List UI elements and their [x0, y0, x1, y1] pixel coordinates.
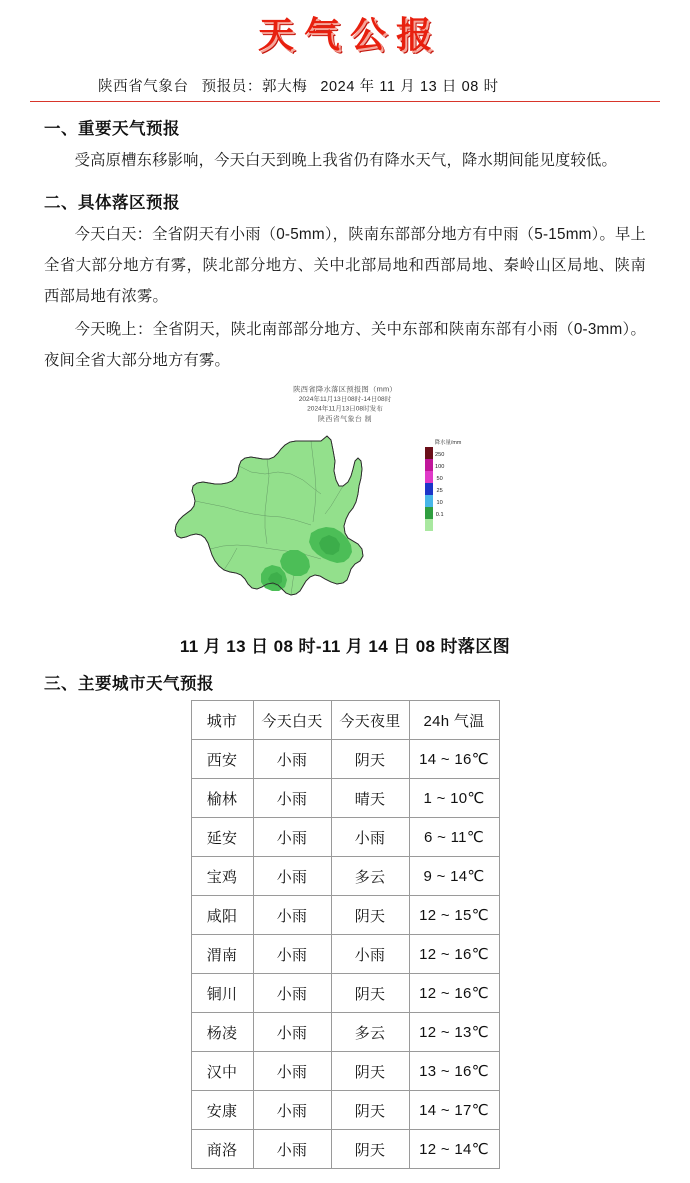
cell-temp: 14 ~ 17℃	[409, 1091, 499, 1130]
cell-day: 小雨	[253, 740, 331, 779]
forecast-table-body	[191, 701, 499, 1169]
col-header-night: 今天夜里	[331, 701, 409, 740]
cell-temp: 12 ~ 16℃	[409, 974, 499, 1013]
map-issue-time: 2024年11月13日08时发布	[307, 405, 383, 413]
table-row	[191, 818, 499, 857]
issuing-office: 陕西省气象台	[98, 79, 189, 95]
col-header-day: 今天白天	[253, 701, 331, 740]
map-stage	[115, 428, 575, 626]
shaanxi-province-map	[115, 428, 575, 626]
nighttime-forecast-paragraph: 今天晚上：全省阴天，陕北南部部分地方、关中东部和陕南东部有小雨（0-3mm）。夜间全省大部分地方有雾。	[44, 321, 646, 369]
byline-rule	[30, 75, 660, 102]
cell-day: 小雨	[253, 935, 331, 974]
document-body	[0, 115, 690, 1169]
table-row	[191, 740, 499, 779]
cell-night: 阴天	[331, 974, 409, 1013]
cell-night: 阴天	[331, 1052, 409, 1091]
map-legend	[425, 438, 471, 531]
cell-day: 小雨	[253, 857, 331, 896]
cell-city: 渭南	[191, 935, 253, 974]
cell-night: 阴天	[331, 1091, 409, 1130]
table-header-row	[191, 701, 499, 740]
legend-body	[425, 447, 471, 531]
cell-city: 延安	[191, 818, 253, 857]
city-forecast-table	[191, 700, 500, 1169]
cell-day: 小雨	[253, 974, 331, 1013]
cell-city: 汉中	[191, 1052, 253, 1091]
legend-tick: 25	[436, 488, 443, 494]
forecaster-name: 郭大梅	[262, 79, 308, 95]
col-header-city: 城市	[191, 701, 253, 740]
forecast-table-wrap	[44, 700, 646, 1169]
cell-night: 阴天	[331, 740, 409, 779]
cell-temp: 1 ~ 10℃	[409, 779, 499, 818]
legend-tick: 10	[436, 500, 443, 506]
precipitation-map-figure	[44, 384, 646, 657]
cell-day: 小雨	[253, 1130, 331, 1169]
daytime-forecast-paragraph: 今天白天：全省阴天有小雨（0-5mm），陕南东部部分地方有中雨（5-15mm）。早上全省大部分地方有雾，陕北部分地方、关中北部局地和西部局地、秦岭山区局地、陕南西部局地有浓雾。	[44, 226, 646, 305]
map-title: 陕西省降水落区预报图（mm）	[293, 385, 397, 394]
cell-city: 咸阳	[191, 896, 253, 935]
cell-day: 小雨	[253, 896, 331, 935]
cell-day: 小雨	[253, 1013, 331, 1052]
legend-title: 降水量/mm	[434, 440, 462, 446]
cell-city: 西安	[191, 740, 253, 779]
legend-tick: 50	[436, 476, 443, 482]
cell-day: 小雨	[253, 1091, 331, 1130]
cell-night: 晴天	[331, 779, 409, 818]
map-valid-period: 2024年11月13日08时-14日08时	[298, 395, 392, 403]
cell-temp: 13 ~ 16℃	[409, 1052, 499, 1091]
table-row	[191, 1091, 499, 1130]
table-row	[191, 896, 499, 935]
cell-night: 阴天	[331, 896, 409, 935]
byline	[30, 75, 660, 96]
cell-temp: 9 ~ 14℃	[409, 857, 499, 896]
cell-night: 多云	[331, 857, 409, 896]
cell-city: 杨凌	[191, 1013, 253, 1052]
section-heading-3: 三、主要城市天气预报	[44, 675, 214, 693]
cell-temp: 14 ~ 16℃	[409, 740, 499, 779]
legend-colorbar	[425, 447, 433, 531]
cell-night: 小雨	[331, 818, 409, 857]
issue-datetime: 2024 年 11 月 13 日 08 时	[320, 79, 499, 95]
table-row	[191, 1130, 499, 1169]
figure-caption: 11 月 13 日 08 时-11 月 14 日 08 时落区图	[179, 637, 511, 656]
legend-tick: 0.1	[435, 512, 444, 518]
legend-ticks	[435, 447, 444, 531]
table-row	[191, 1013, 499, 1052]
section-1-paragraph: 受高原槽东移影响，今天白天到晚上我省仍有降水天气，降水期间能见度较低。	[74, 152, 617, 169]
cell-city: 商洛	[191, 1130, 253, 1169]
forecaster-label: 预报员：	[201, 79, 263, 95]
section-heading-1: 一、重要天气预报	[44, 120, 180, 138]
legend-tick: 250	[435, 452, 445, 458]
cell-temp: 12 ~ 15℃	[409, 896, 499, 935]
legend-tick: 100	[435, 464, 445, 470]
cell-day: 小雨	[253, 818, 331, 857]
table-row	[191, 935, 499, 974]
cell-temp: 12 ~ 14℃	[409, 1130, 499, 1169]
cell-night: 阴天	[331, 1130, 409, 1169]
cell-temp: 6 ~ 11℃	[409, 818, 499, 857]
table-row	[191, 779, 499, 818]
map-title-block	[44, 385, 646, 425]
table-row	[191, 1052, 499, 1091]
cell-night: 小雨	[331, 935, 409, 974]
cell-temp: 12 ~ 13℃	[409, 1013, 499, 1052]
cell-city: 宝鸡	[191, 857, 253, 896]
table-row	[191, 857, 499, 896]
map-producer: 陕西省气象台 制	[317, 415, 373, 423]
page-title: 天气公报	[257, 14, 442, 55]
cell-city: 安康	[191, 1091, 253, 1130]
col-header-temp: 24h 气温	[409, 701, 499, 740]
cell-night: 多云	[331, 1013, 409, 1052]
section-heading-2: 二、具体落区预报	[44, 194, 180, 212]
cell-day: 小雨	[253, 779, 331, 818]
cell-city: 铜川	[191, 974, 253, 1013]
cell-city: 榆林	[191, 779, 253, 818]
cell-temp: 12 ~ 16℃	[409, 935, 499, 974]
cell-day: 小雨	[253, 1052, 331, 1091]
table-row	[191, 974, 499, 1013]
